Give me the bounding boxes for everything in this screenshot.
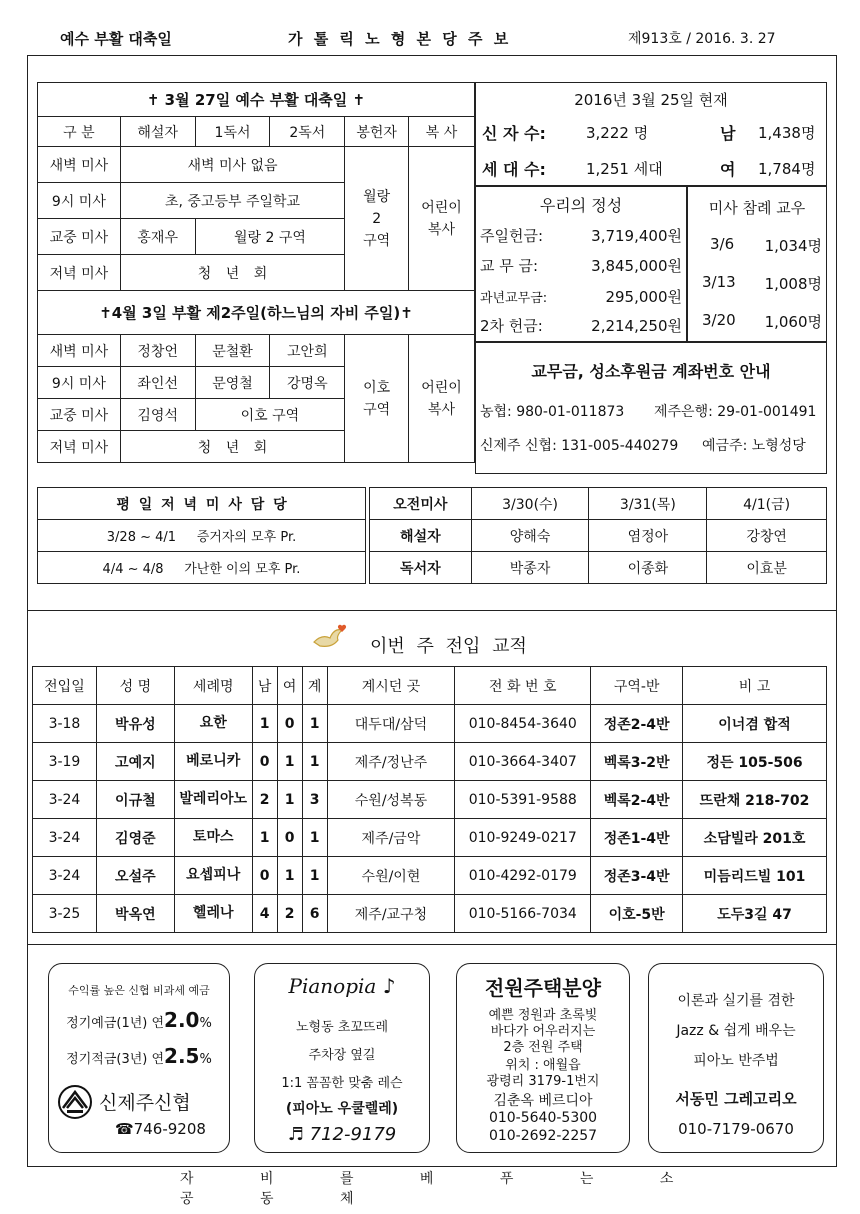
morning-day: 3/31(목) xyxy=(589,488,707,520)
newcomers-cell: 1 xyxy=(277,743,302,781)
newcomers-cell: 정존2-4반 xyxy=(591,705,683,743)
offering-box xyxy=(475,186,687,342)
ad2-brand: Pianopia ♪ xyxy=(288,974,396,998)
newcomers-cell: 3 xyxy=(302,781,327,819)
mass-text: 새벽 미사 없음 xyxy=(120,147,344,183)
newcomers-cell: 1 xyxy=(302,705,327,743)
mass1-col: 1독서 xyxy=(195,117,270,147)
newcomers-cell: 2 xyxy=(252,781,277,819)
ad-credit-union xyxy=(48,963,230,1153)
stats-title: 2016년 3월 25일 현재 xyxy=(574,91,728,109)
ad2-phone: ♬ 712-9179 xyxy=(287,1124,397,1145)
ad3-phone: 010-2692-2257 xyxy=(488,1128,598,1144)
newcomers-col: 남 xyxy=(252,667,277,705)
mass-text: 이호 구역 xyxy=(195,399,345,431)
newcomers-cell: 1 xyxy=(277,857,302,895)
section-divider xyxy=(27,610,837,611)
mass-name: 좌인선 xyxy=(120,367,195,399)
credit-union-logo-icon xyxy=(57,1084,93,1120)
ad3-line: 바다가 어우러지는 xyxy=(490,1024,596,1039)
newcomers-cell: 0 xyxy=(252,743,277,781)
ad1-rate-label: 정기적금(3년) 연 xyxy=(66,1052,165,1067)
mass-label: 저녁 미사 xyxy=(38,431,121,463)
weekday-period: 4/4 ~ 4/8 xyxy=(102,562,164,577)
newcomers-cell: 고예지 xyxy=(96,743,174,781)
newcomers-cell: 010-4292-0179 xyxy=(455,857,591,895)
ad4-line: 이론과 실기를 겸한 xyxy=(677,993,795,1009)
mass-label: 교중 미사 xyxy=(38,219,121,255)
mass1-col: 해설자 xyxy=(120,117,195,147)
morning-name: 이종화 xyxy=(589,552,707,584)
newcomers-cell: 박유성 xyxy=(96,705,174,743)
newcomers-col: 비 고 xyxy=(683,667,827,705)
newcomers-cell: 제주/교구청 xyxy=(327,895,455,933)
mass-label: 교중 미사 xyxy=(38,399,121,431)
newcomers-cell: 1 xyxy=(252,819,277,857)
attendance-date: 3/20 xyxy=(702,311,736,329)
newcomers-cell: 3-24 xyxy=(33,781,97,819)
mass-label: 9시 미사 xyxy=(38,367,121,399)
believers-count: 3,222 명 xyxy=(586,124,649,142)
newcomers-col: 여 xyxy=(277,667,302,705)
ad3-line: 김춘옥 베르디아 xyxy=(493,1093,593,1109)
newcomers-cell: 벡록2-4반 xyxy=(591,781,683,819)
offering-value: 2,214,250원 xyxy=(591,317,682,335)
table-row xyxy=(33,781,827,819)
newcomers-cell: 제주/정난주 xyxy=(327,743,455,781)
ad1-phone: ☎746-9208 xyxy=(115,1120,206,1138)
weekday-group: 가난한 이의 모후 Pr. xyxy=(184,562,301,577)
newcomers-col: 세례명 xyxy=(174,667,252,705)
stats-box xyxy=(475,82,827,186)
mass1-table xyxy=(37,82,475,463)
newcomers-cell: 이규철 xyxy=(96,781,174,819)
weekday-group: 증거자의 모후 Pr. xyxy=(196,530,297,545)
attendance-date: 3/6 xyxy=(710,235,735,253)
newcomers-cell: 정존1-4반 xyxy=(591,819,683,857)
mass2-title: ✝4월 3일 부활 제2주일(하느님의 자비 주일)✝ xyxy=(38,291,475,335)
newcomers-cell: 정존3-4반 xyxy=(591,857,683,895)
ad1-rate-label: 정기예금(1년) 연 xyxy=(66,1016,165,1031)
newcomers-cell: 010-5391-9588 xyxy=(455,781,591,819)
mass1-offer: 월랑 2 구역 xyxy=(345,147,409,291)
newcomers-col: 계 xyxy=(302,667,327,705)
table-row xyxy=(33,895,827,933)
ad1-line: 수익률 높은 신협 비과세 예금 xyxy=(68,984,210,997)
newcomers-col: 전입일 xyxy=(33,667,97,705)
newcomers-cell: 3-18 xyxy=(33,705,97,743)
attendance-count: 1,008명 xyxy=(764,275,822,293)
morning-day: 4/1(금) xyxy=(707,488,827,520)
attendance-count: 1,060명 xyxy=(764,313,822,331)
morning-day: 3/30(수) xyxy=(471,488,589,520)
mass-name: 홍재우 xyxy=(120,219,195,255)
newcomers-cell: 벡록3-2반 xyxy=(591,743,683,781)
mass-text: 청 년 회 xyxy=(120,255,344,291)
mass-text: 초, 중고등부 주일학교 xyxy=(120,183,344,219)
mass-name: 문철환 xyxy=(195,335,270,367)
newcomers-cell: 0 xyxy=(252,857,277,895)
ad4-phone: 010-7179-0670 xyxy=(678,1120,794,1138)
newcomers-cell: 헬레나 xyxy=(174,895,252,933)
newcomers-cell: 토마스 xyxy=(174,819,252,857)
ad4-line: 피아노 반주법 xyxy=(693,1053,779,1069)
newcomers-cell: 3-19 xyxy=(33,743,97,781)
ad3-line: 위치 : 애월읍 xyxy=(505,1058,581,1073)
ad4-line: Jazz & 쉽게 배우는 xyxy=(676,1023,796,1039)
mass-label: 새벽 미사 xyxy=(38,147,121,183)
ad4-line: 서동민 그레고리오 xyxy=(675,1090,797,1108)
newcomers-cell: 뜨란채 218-702 xyxy=(683,781,827,819)
ad3-phone: 010-5640-5300 xyxy=(488,1110,598,1126)
newcomers-cell: 수원/성복동 xyxy=(327,781,455,819)
female-count: 1,784명 xyxy=(758,160,816,178)
newcomers-cell: 3-24 xyxy=(33,857,97,895)
account-title: 교무금, 성소후원금 계좌번호 안내 xyxy=(531,362,771,381)
mass2-offer: 이호 구역 xyxy=(345,335,409,463)
morning-role: 독서자 xyxy=(370,552,472,584)
newcomers-cell: 김영준 xyxy=(96,819,174,857)
weekday-row xyxy=(38,552,366,584)
newcomers-cell: 대두대/삼덕 xyxy=(327,705,455,743)
ad3-line: 예쁜 정원과 초록빛 xyxy=(488,1008,598,1023)
account-line: 신제주 신협: 131-005-440279 xyxy=(480,438,679,454)
account-line: 제주은행: 29-01-001491 xyxy=(654,404,817,420)
morning-role: 해설자 xyxy=(370,520,472,552)
weekday-title: 평 일 저 녁 미 사 담 당 xyxy=(38,488,366,520)
newcomers-title: 이번 주 전입 교적 xyxy=(370,636,527,657)
mass-name: 강명옥 xyxy=(270,367,345,399)
ad2-line: 노형동 초꼬뜨레 xyxy=(295,1020,389,1035)
mass1-server: 어린이 복사 xyxy=(409,147,475,291)
mass-name: 고안희 xyxy=(270,335,345,367)
newcomers-cell: 1 xyxy=(277,781,302,819)
mass-text: 월랑 2 구역 xyxy=(195,219,345,255)
footer-motto: 자 비 를 베 푸 는 소 공 동 체 xyxy=(180,1171,688,1207)
bulletin-title: 가 톨 릭 노 형 본 당 주 보 xyxy=(288,30,509,48)
ad1-rate-unit: % xyxy=(199,1016,212,1031)
newcomers-cell: 박옥연 xyxy=(96,895,174,933)
newcomers-cell: 0 xyxy=(277,819,302,857)
weekday-row xyxy=(38,520,366,552)
newcomers-cell: 오설주 xyxy=(96,857,174,895)
ad1-rate-value: 2.0 xyxy=(164,1008,200,1032)
newcomers-cell: 소담빌라 201호 xyxy=(683,819,827,857)
newcomers-cell: 010-8454-3640 xyxy=(455,705,591,743)
newcomers-cell: 6 xyxy=(302,895,327,933)
ad-pianopia xyxy=(254,963,430,1153)
morning-name: 이효분 xyxy=(707,552,827,584)
morning-name: 박종자 xyxy=(471,552,589,584)
ad-housing xyxy=(456,963,630,1153)
newcomers-col: 전 화 번 호 xyxy=(455,667,591,705)
morning-name: 양해숙 xyxy=(471,520,589,552)
morning-title: 오전미사 xyxy=(370,488,472,520)
newcomers-cell: 정든 105-506 xyxy=(683,743,827,781)
weekday-period: 3/28 ~ 4/1 xyxy=(106,530,177,545)
mass1-col: 복 사 xyxy=(409,117,475,147)
table-row xyxy=(33,857,827,895)
newcomers-cell: 도두3길 47 xyxy=(683,895,827,933)
newcomers-col: 성 명 xyxy=(96,667,174,705)
ad1-rate xyxy=(49,1008,229,1032)
newcomers-cell: 010-5166-7034 xyxy=(455,895,591,933)
attendance-box xyxy=(687,186,827,342)
ad3-line: 광령리 3179-1번지 xyxy=(486,1074,600,1089)
morning-table xyxy=(369,487,827,584)
ad2-line: 주차장 옆길 xyxy=(308,1048,376,1063)
ad1-rate-unit: % xyxy=(199,1052,212,1067)
dove-icon xyxy=(312,624,350,652)
ad1-rate-value: 2.5 xyxy=(164,1044,200,1068)
table-row xyxy=(33,705,827,743)
ad1-rate xyxy=(49,1044,229,1068)
account-line: 농협: 980-01-011873 xyxy=(480,404,625,420)
ad1-name: 신제주신협 xyxy=(99,1092,191,1114)
newcomers-cell: 3-25 xyxy=(33,895,97,933)
offering-value: 3,845,000원 xyxy=(591,257,682,275)
newcomers-cell: 제주/금악 xyxy=(327,819,455,857)
newcomers-cell: 0 xyxy=(277,705,302,743)
ad3-line: 2층 전원 주택 xyxy=(503,1040,583,1055)
newcomers-col: 계시던 곳 xyxy=(327,667,455,705)
mass-name: 정창언 xyxy=(120,335,195,367)
offering-label: 2차 헌금: xyxy=(480,317,543,335)
newcomers-cell: 1 xyxy=(302,819,327,857)
offering-title: 우리의 정성 xyxy=(539,196,623,215)
newcomers-cell: 4 xyxy=(252,895,277,933)
ad2-line: (피아노 우쿨렐레) xyxy=(285,1101,399,1117)
mass-label: 9시 미사 xyxy=(38,183,121,219)
newcomers-cell: 발레리아노 xyxy=(174,781,252,819)
mass-name: 김영석 xyxy=(120,399,195,431)
mass2-server: 어린이 복사 xyxy=(409,335,475,463)
newcomers-col: 구역-반 xyxy=(591,667,683,705)
newcomers-cell: 1 xyxy=(302,857,327,895)
feast-name: 예수 부활 대축일 xyxy=(60,30,172,48)
newcomers-cell: 이호-5반 xyxy=(591,895,683,933)
newcomers-cell: 3-24 xyxy=(33,819,97,857)
table-row xyxy=(33,819,827,857)
ad3-title: 전원주택분양 xyxy=(485,976,601,1000)
households-label: 세 대 수: xyxy=(482,160,546,179)
offering-label: 교 무 금: xyxy=(480,257,539,275)
attendance-title: 미사 참례 교우 xyxy=(708,199,806,217)
attendance-date: 3/13 xyxy=(702,273,736,291)
ad2-line: 1:1 꼼꼼한 맞춤 레슨 xyxy=(281,1076,403,1091)
account-line: 예금주: 노형성당 xyxy=(702,438,806,454)
mass1-title: ✝ 3월 27일 예수 부활 대축일 ✝ xyxy=(38,83,475,117)
table-row xyxy=(33,743,827,781)
account-box xyxy=(475,342,827,474)
newcomers-cell: 미듬리드빌 101 xyxy=(683,857,827,895)
offering-label: 과년교무금: xyxy=(480,291,548,306)
male-label: 남 xyxy=(720,124,736,143)
mass1-col: 2독서 xyxy=(270,117,345,147)
newcomers-cell: 010-3664-3407 xyxy=(455,743,591,781)
female-label: 여 xyxy=(720,160,736,179)
newcomers-cell: 수원/이현 xyxy=(327,857,455,895)
believers-label: 신 자 수: xyxy=(482,124,546,143)
mass-label: 저녁 미사 xyxy=(38,255,121,291)
weekday-table xyxy=(37,487,366,584)
mass-label: 새벽 미사 xyxy=(38,335,121,367)
offering-label: 주일헌금: xyxy=(480,227,544,245)
newcomers-cell: 이너겸 합적 xyxy=(683,705,827,743)
male-count: 1,438명 xyxy=(758,124,816,142)
offering-value: 295,000원 xyxy=(605,288,682,306)
newcomers-cell: 010-9249-0217 xyxy=(455,819,591,857)
morning-name: 염정아 xyxy=(589,520,707,552)
newcomers-cell: 2 xyxy=(277,895,302,933)
newcomers-table xyxy=(32,666,827,933)
ad-piano-lesson xyxy=(648,963,824,1153)
newcomers-cell: 요셉피나 xyxy=(174,857,252,895)
issue-number: 제913호 / 2016. 3. 27 xyxy=(628,31,776,47)
attendance-count: 1,034명 xyxy=(764,237,822,255)
households-count: 1,251 세대 xyxy=(586,160,663,178)
section-divider xyxy=(27,944,837,945)
mass-text: 청 년 회 xyxy=(120,431,344,463)
mass1-col: 봉헌자 xyxy=(345,117,409,147)
offering-value: 3,719,400원 xyxy=(591,227,682,245)
morning-name: 강창연 xyxy=(707,520,827,552)
newcomers-cell: 1 xyxy=(302,743,327,781)
newcomers-cell: 요한 xyxy=(174,705,252,743)
mass-name: 문영철 xyxy=(195,367,270,399)
newcomers-cell: 1 xyxy=(252,705,277,743)
newcomers-cell: 베로니카 xyxy=(174,743,252,781)
mass1-col: 구 분 xyxy=(38,117,121,147)
